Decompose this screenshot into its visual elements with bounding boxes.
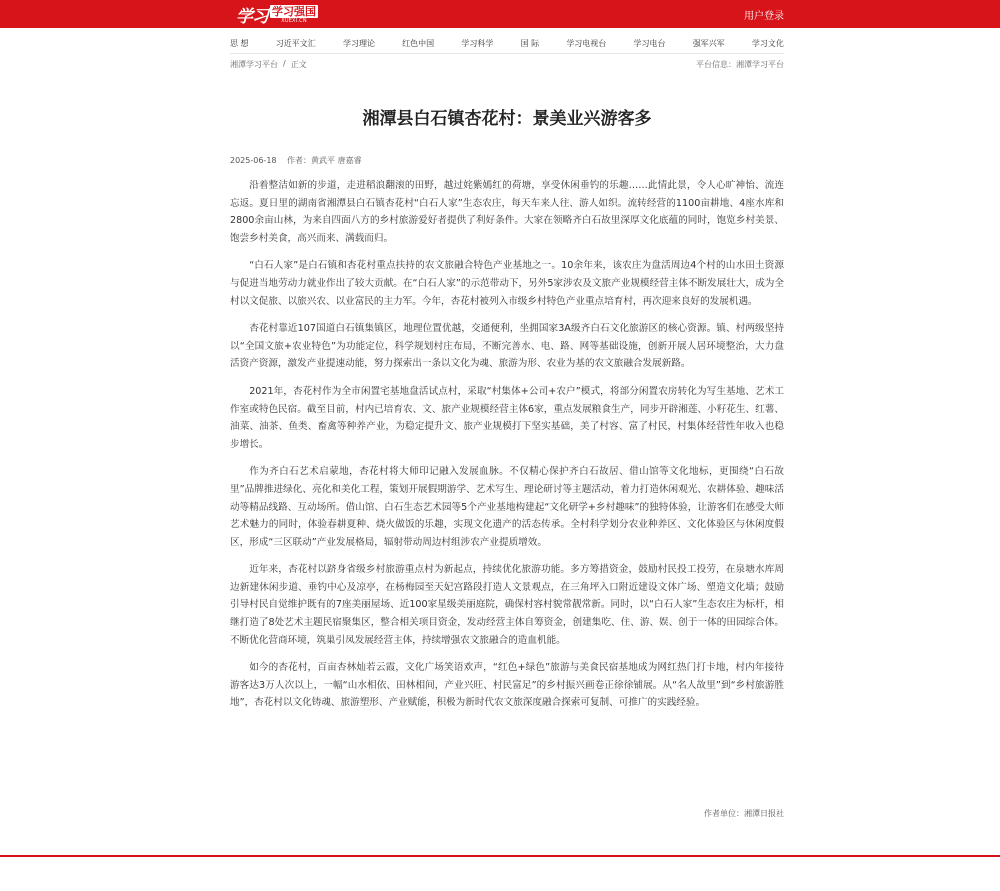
user-login-link[interactable]: 用户登录 (744, 11, 784, 22)
breadcrumb-row (230, 59, 784, 71)
nav-item-radio[interactable]: 学习电台 (633, 39, 666, 48)
article-title: 湘潭县白石镇杏花村：景美业兴游客多 (362, 109, 652, 129)
article-paragraph: 杏花村靠近107国道白石镇集镇区，地理位置优越，交通便利，坐拥国家3A级齐白石文化旅游区的核心资源。镇、村两级坚持以“全国文旅+农业特色”为功能定位，科学规划村庄布局，不断完善水、电、路、网等基础设施，创新开展人居环境整治，大力盘活资产资源，激发产业提速动能，努力探索出一条以文化为魂、旅游为形、农业为基的农文旅融合发展新路。 (230, 323, 784, 370)
footer-divider (0, 855, 1000, 857)
article-paragraph: “白石人家”是白石镇和杏花村重点扶持的农文旅融合特色产业基地之一。10余年来，该农庄为盘活周边4个村的山水田土资源与促进当地劳动力就业作出了较大贡献。在“白石人家”的示范带动下，另外5家涉农及文旅产业规模经营主体不断发展壮大，成为全村以文促旅、以旅兴农、以业富民的主力军。今年，杏花村被列入市级乡村特色产业重点培育村，再次迎来良好的发展机遇。 (230, 260, 784, 307)
article-author: 作者：黄武平 唐嘉睿 (287, 156, 362, 165)
breadcrumb-current: 正文 (290, 60, 307, 69)
article-source: 作者单位：湘潭日报社 (704, 809, 784, 818)
nav-item-tv[interactable]: 学习电视台 (566, 39, 607, 48)
nav-item-science[interactable]: 学习科学 (461, 39, 494, 48)
breadcrumb-home-link[interactable]: 湘潭学习平台 (230, 60, 278, 69)
article-paragraph: 近年来，杏花村以跻身省级乡村旅游重点村为新起点，持续优化旅游功能。多方筹措资金，鼓励村民投工投劳，在泉塘水库周边新建休闲步道、垂钓中心及凉亭，在杨梅园至天妃宫路段打造人文景观点，在三角坪入口附近建设文体广场、塑造文化墙；鼓励引导村民自觉维护既有的7座美丽屋场、近100家星级美丽庭院，确保村容村貌常靓常新。同时，以“白石人家”生态农庄为标杆，相继打造了8处艺术主题民宿聚集区，整合相关项目资金，发动经营主体自筹资金，创建集吃、住、游、娱、创于一体的田园综合体。不断优化营商环境，筑巢引凤发展经营主体，持续增强农文旅融合的造血机能。 (230, 564, 784, 646)
nav-item-culture[interactable]: 学习文化 (751, 39, 784, 48)
article-meta (230, 155, 362, 166)
nav-item-red-china[interactable]: 红色中国 (402, 39, 435, 48)
article-paragraph: 如今的杏花村，百亩杏林灿若云霞，文化广场笑语欢声，“红色+绿色”旅游与美食民宿基地成为网红热门打卡地，村内年接待游客达3万人次以上，一幅“山水相依、田林相间，产业兴旺、村民富足”的乡村振兴画卷正徐徐铺展。从“名人故里”到“乡村旅游胜地”，杏花村以文化铸魂、旅游塑形、产业赋能，积极为新时代农文旅深度融合探索可复制、可推广的实践经验。 (230, 662, 784, 709)
nav-item-xi-writings[interactable]: 习近平文汇 (275, 39, 316, 48)
article-body (230, 177, 784, 722)
article-paragraph: 沿着整洁如新的步道，走进稻浪翻滚的田野，越过姹紫嫣红的荷塘，享受休闲垂钓的乐趣……此情此景，令人心旷神怡、流连忘返。夏日里的湖南省湘潭县白石镇杏花村“白石人家”生态农庄，每天车来人往、游人如织。流转经营的1100亩耕地、4座水库和2800余亩山林，为来自四面八方的乡村旅游爱好者提供了利好条件。大家在领略齐白石故里深厚文化底蕴的同时，饱览乡村美景、饱尝乡村美食，高兴而来、满载而归。 (230, 180, 784, 244)
site-logo[interactable] (236, 2, 318, 26)
logo-badge (270, 5, 318, 24)
nav-item-thought[interactable]: 思 想 (230, 39, 249, 48)
article-paragraph: 2021年，杏花村作为全市闲置宅基地盘活试点村，采取“村集体+公司+农户”模式，将部分闲置农房转化为写生基地、艺术工作室或特色民宿。截至目前，村内已培育农、文、旅产业规模经营主体6家，重点发展粮食生产，同步开辟湘莲、小籽花生、红薯、油菜、油茶、鱼类、畜禽等种养产业，为稳定提升文、旅产业规模打下坚实基础，美了村容、富了村民，村集体经营性年收入也稳步增长。 (230, 385, 784, 450)
nav-item-military[interactable]: 强军兴军 (692, 39, 725, 48)
logo-main-text: 学习强国 (272, 4, 316, 18)
nav-item-international[interactable]: 国 际 (520, 39, 540, 48)
breadcrumb-separator: / (283, 59, 286, 68)
article-paragraph: 作为齐白石艺术启蒙地，杏花村将大师印记融入发展血脉。不仅精心保护齐白石故居、借山馆等文化地标，更围绕“白石故里”品牌推进绿化、亮化和美化工程，策划开展假期游学、艺术写生、理论研讨等主题活动，着力打造休闲观光、农耕体验、趣味活动等精品线路、互动场所。借山馆、白石生态艺术园等5个产业基地构建起“文化研学+乡村趣味”的独特体验，让游客们在感受大师艺术魅力的同时，体验春耕夏种、烧火做饭的乐趣，实现文化遗产的活态传承。全村科学划分农业种养区、文化体验区与休闲度假区，形成“三区联动”产业发展格局，辐射带动周边村组涉农产业提质增效。 (230, 466, 784, 548)
nav-item-theory[interactable]: 学习理论 (342, 39, 375, 48)
logo-sub-text: XUEXI.CN (281, 17, 307, 24)
logo-script-text: 学习 (236, 6, 268, 27)
top-bar (0, 0, 1000, 28)
main-nav (230, 37, 784, 51)
article-date: 2025-06-18 (230, 156, 277, 165)
nav-divider (230, 53, 784, 54)
platform-info: 平台信息：湘潭学习平台 (696, 60, 784, 69)
breadcrumb (230, 59, 307, 70)
